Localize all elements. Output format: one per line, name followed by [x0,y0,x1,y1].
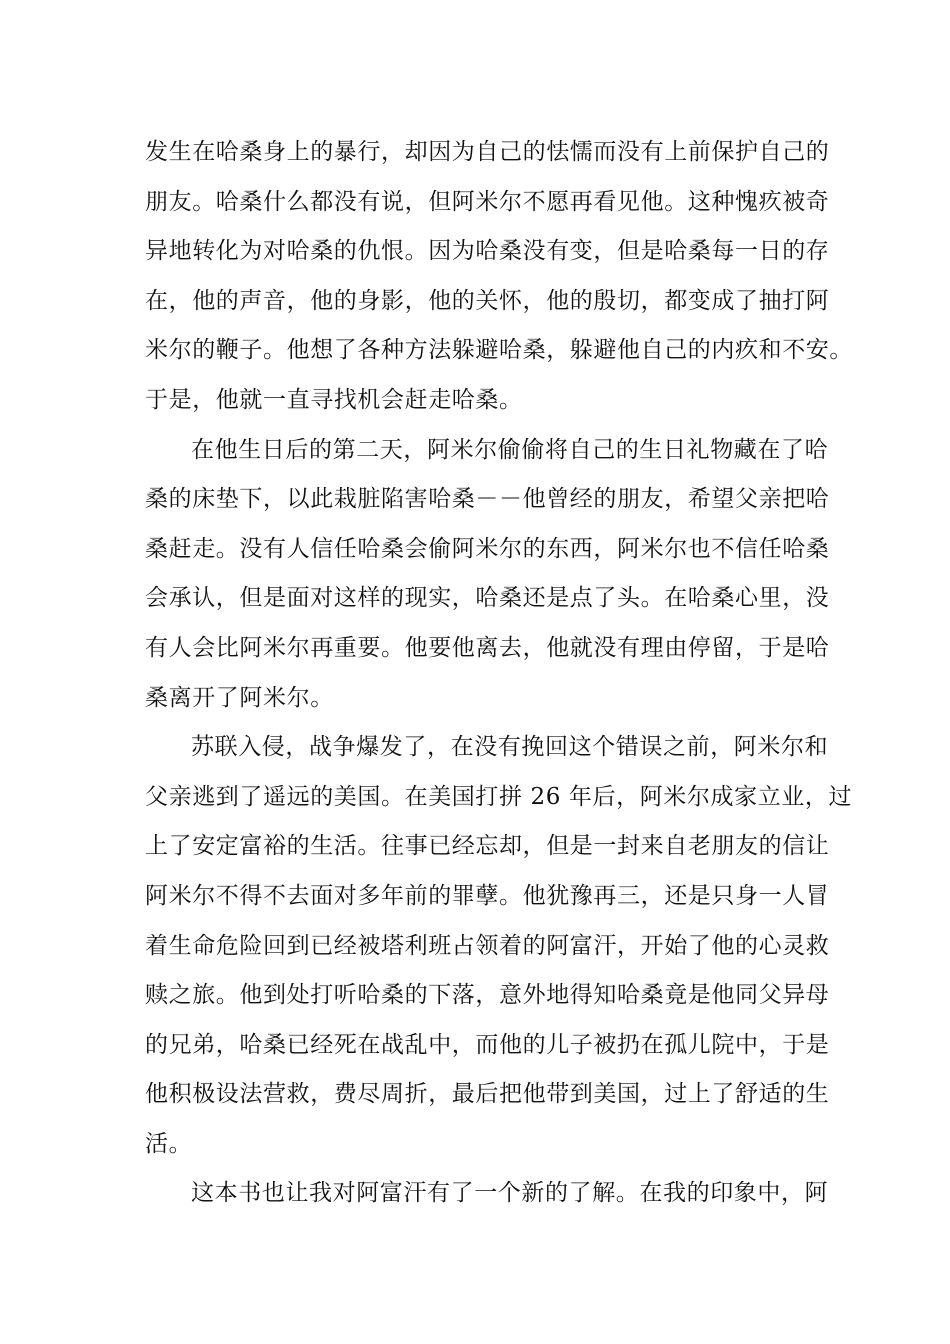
text-line: 朋友。哈桑什么都没有说，但阿米尔不愿再看见他。这种愧疚被奇 [145,188,830,215]
paragraph-3 [145,723,853,1169]
document-body [145,128,853,1219]
text-line: 桑离开了阿米尔。 [145,684,334,711]
text-line: 发生在哈桑身上的暴行，却因为自己的怯懦而没有上前保护自己的 [145,139,830,165]
paragraph-4 [145,1169,829,1219]
text-line: 阿米尔不得不去面对多年前的罪孽。他犹豫再三，还是只身一人冒 [145,882,830,909]
text-line-indented: 苏联入侵，战争爆发了，在没有挽回这个错误之前，阿米尔和 [191,734,829,761]
paragraph-2 [145,426,830,724]
text-line: 米尔的鞭子。他想了各种方法躲避哈桑，躲避他自己的内疚和不安。 [145,337,853,364]
text-line: 父亲逃到了遥远的美国。在美国打拼 26 年后，阿米尔成家立业，过 [145,783,853,810]
text-line: 有人会比阿米尔再重要。他要他离去，他就没有理由停留，于是哈 [145,634,830,661]
text-line: 桑的床垫下，以此栽脏陷害哈桑－－他曾经的朋友，希望父亲把哈 [145,486,830,513]
text-line: 在，他的声音，他的身影，他的关怀，他的殷切，都变成了抽打阿 [145,287,830,314]
text-line: 着生命危险回到已经被塔利班占领着的阿富汗，开始了他的心灵救 [145,932,830,959]
text-line: 的兄弟，哈桑已经死在战乱中，而他的儿子被扔在孤儿院中，于是 [145,1031,830,1058]
text-line: 于是，他就一直寻找机会赶走哈桑。 [145,386,523,413]
text-line: 异地转化为对哈桑的仇恨。因为哈桑没有变，但是哈桑每一日的存 [145,238,830,265]
text-line-indented: 在他生日后的第二天，阿米尔偷偷将自己的生日礼物藏在了哈 [191,436,829,463]
text-line: 上了安定富裕的生活。往事已经忘却，但是一封来自老朋友的信让 [145,833,830,860]
text-line: 赎之旅。他到处打听哈桑的下落，意外地得知哈桑竟是他同父异母 [145,982,830,1009]
text-line: 活。 [145,1130,193,1157]
text-line: 他积极设法营救，费尽周折，最后把他带到美国，过上了舒适的生 [145,1081,830,1108]
paragraph-1 [145,128,853,426]
text-line-indented: 这本书也让我对阿富汗有了一个新的了解。在我的印象中，阿 [191,1180,829,1207]
text-line: 桑赶走。没有人信任哈桑会偷阿米尔的东西，阿米尔也不信任哈桑 [145,535,830,562]
text-line: 会承认，但是面对这样的现实，哈桑还是点了头。在哈桑心里，没 [145,585,830,612]
